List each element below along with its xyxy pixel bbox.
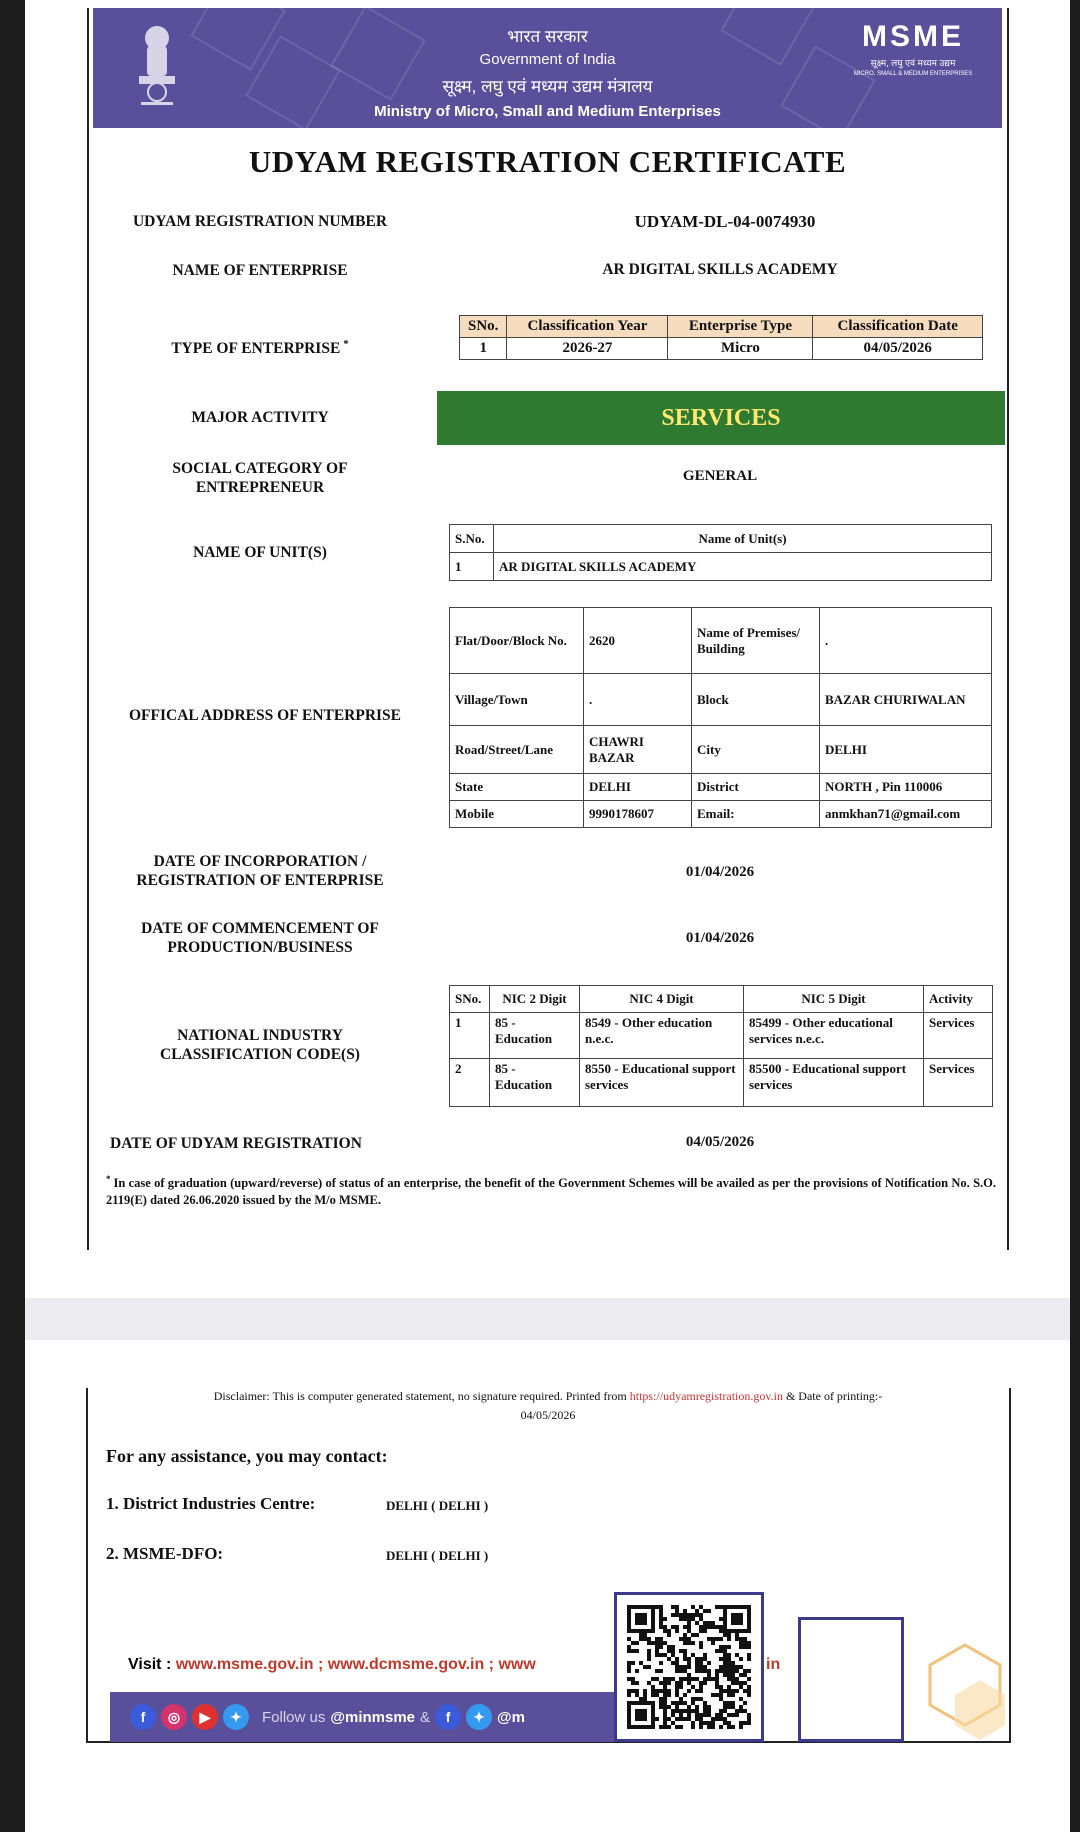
table-cell: 1 bbox=[450, 553, 494, 581]
page-border-left bbox=[87, 8, 89, 1250]
header-country: Government of India bbox=[479, 51, 616, 68]
qr-code-icon bbox=[627, 1605, 751, 1729]
table-cell: 85 - Education bbox=[490, 1013, 580, 1059]
incorporation-label bbox=[110, 852, 410, 890]
facebook-icon[interactable]: f bbox=[130, 1704, 156, 1730]
table-cell: 2620 bbox=[584, 608, 692, 674]
twitter-icon[interactable]: ✦ bbox=[223, 1704, 249, 1730]
incorporation-label-line2: REGISTRATION OF ENTERPRISE bbox=[136, 872, 384, 889]
table-header-cell: S.No. bbox=[450, 525, 494, 553]
table-header-cell: Name of Unit(s) bbox=[494, 525, 992, 553]
nic-table bbox=[449, 985, 993, 1107]
contact-heading: For any assistance, you may contact: bbox=[106, 1446, 388, 1466]
table-cell: Block bbox=[692, 674, 820, 726]
dfo-label: 2. MSME-DFO: bbox=[106, 1544, 224, 1563]
commencement-label bbox=[110, 919, 410, 957]
table-cell: 85 - Education bbox=[490, 1059, 580, 1107]
table-cell: DELHI bbox=[820, 726, 992, 774]
table-row bbox=[450, 608, 992, 674]
government-header bbox=[93, 8, 1002, 128]
table-header-cell: SNo. bbox=[460, 316, 507, 338]
social-category-label-line1: SOCIAL CATEGORY OF bbox=[172, 460, 348, 477]
follow-handle-2: @m bbox=[497, 1708, 525, 1726]
table-cell: Road/Street/Lane bbox=[450, 726, 584, 774]
table-row bbox=[450, 801, 992, 828]
msme-logo-text: MSME bbox=[862, 20, 964, 53]
enterprise-name-value: AR DIGITAL SKILLS ACADEMY bbox=[602, 261, 838, 278]
table-cell: Services bbox=[924, 1013, 993, 1059]
footnote-star: * bbox=[106, 1174, 111, 1184]
table-row bbox=[450, 726, 992, 774]
incorporation-label-line1: DATE OF INCORPORATION / bbox=[153, 853, 367, 870]
table-cell: 1 bbox=[450, 1013, 490, 1059]
photo-box bbox=[798, 1617, 904, 1742]
table-header-cell: Activity bbox=[924, 986, 993, 1013]
table-header-cell: Enterprise Type bbox=[668, 316, 813, 338]
enterprise-type-label bbox=[150, 335, 370, 358]
table-row bbox=[450, 774, 992, 801]
address-label: OFFICAL ADDRESS OF ENTERPRISE bbox=[128, 707, 402, 724]
nic-label-line1: NATIONAL INDUSTRY bbox=[177, 1027, 343, 1044]
table-row bbox=[450, 1059, 993, 1107]
table-cell: 9990178607 bbox=[584, 801, 692, 828]
table-cell: Email: bbox=[692, 801, 820, 828]
units-table bbox=[449, 524, 992, 581]
table-cell: BAZAR CHURIWALAN bbox=[820, 674, 992, 726]
table-header-cell: Classification Date bbox=[813, 316, 983, 338]
table-row bbox=[450, 986, 993, 1013]
social-category-label bbox=[140, 459, 380, 497]
table-cell: 2 bbox=[450, 1059, 490, 1107]
table-cell: . bbox=[584, 674, 692, 726]
table-row bbox=[460, 338, 983, 360]
msme-logo-sub: MICRO, SMALL & MEDIUM ENTERPRISES bbox=[853, 71, 973, 77]
hexagon-decoration-icon bbox=[920, 1640, 1010, 1740]
visit-tail: in bbox=[766, 1656, 781, 1673]
table-cell: 04/05/2026 bbox=[813, 338, 983, 360]
disclaimer-link[interactable]: https://udyamregistration.gov.in bbox=[629, 1389, 783, 1403]
table-cell: Services bbox=[924, 1059, 993, 1107]
header-hindi-ministry: सूक्ष्म, लघु एवं मध्यम उद्यम मंत्रालय bbox=[442, 77, 653, 96]
commencement-label-line1: DATE OF COMMENCEMENT OF bbox=[141, 920, 379, 937]
certificate-title: UDYAM REGISTRATION CERTIFICATE bbox=[248, 144, 847, 179]
table-cell: NORTH , Pin 110006 bbox=[820, 774, 992, 801]
dic-value: DELHI ( DELHI ) bbox=[386, 1498, 489, 1513]
disclaimer-text: Disclaimer: This is computer generated statement, no signature required. Printed from bbox=[213, 1389, 627, 1403]
enterprise-type-label-text: TYPE OF ENTERPRISE bbox=[171, 340, 341, 358]
table-cell: City bbox=[692, 726, 820, 774]
disclaimer-tail: & Date of printing:- bbox=[785, 1389, 883, 1403]
commencement-label-line2: PRODUCTION/BUSINESS bbox=[167, 939, 353, 956]
table-cell: 85500 - Educational support services bbox=[744, 1059, 924, 1107]
follow-handle: @minmsme bbox=[330, 1708, 416, 1726]
nic-label-line2: CLASSIFICATION CODE(S) bbox=[160, 1046, 360, 1063]
table-cell: Micro bbox=[668, 338, 813, 360]
header-ministry: Ministry of Micro, Small and Medium Enterprises bbox=[374, 103, 721, 120]
social-category-label-line2: ENTREPRENEUR bbox=[195, 479, 325, 496]
udyam-date-label: DATE OF UDYAM REGISTRATION bbox=[110, 1135, 362, 1152]
table-row bbox=[450, 1013, 993, 1059]
table-row bbox=[450, 674, 992, 726]
table-cell: AR DIGITAL SKILLS ACADEMY bbox=[494, 553, 992, 581]
incorporation-date: 01/04/2026 bbox=[685, 864, 755, 880]
header-hindi-country: भारत सरकार bbox=[507, 27, 588, 46]
table-row bbox=[450, 525, 992, 553]
table-cell: CHAWRI BAZAR bbox=[584, 726, 692, 774]
table-header-cell: NIC 4 Digit bbox=[580, 986, 744, 1013]
enterprise-type-star: * bbox=[343, 338, 349, 350]
table-cell: Village/Town bbox=[450, 674, 584, 726]
youtube-icon[interactable]: ▶ bbox=[192, 1704, 218, 1730]
footnote bbox=[106, 1171, 996, 1209]
instagram-icon[interactable]: ◎ bbox=[161, 1704, 187, 1730]
table-cell: 2026-27 bbox=[507, 338, 668, 360]
visit-label: Visit : bbox=[128, 1656, 172, 1673]
table-cell: DELHI bbox=[584, 774, 692, 801]
dfo-value: DELHI ( DELHI ) bbox=[386, 1548, 489, 1563]
table-cell: 1 bbox=[460, 338, 507, 360]
enterprise-name-label: NAME OF ENTERPRISE bbox=[172, 262, 348, 279]
reg-number-value: UDYAM-DL-04-0074930 bbox=[634, 212, 816, 231]
disclaimer bbox=[108, 1387, 988, 1425]
table-cell: Flat/Door/Block No. bbox=[450, 608, 584, 674]
facebook-icon-2[interactable]: f bbox=[435, 1704, 461, 1730]
reg-number-label: UDYAM REGISTRATION NUMBER bbox=[132, 213, 388, 230]
social-bar bbox=[110, 1692, 630, 1742]
qr-code bbox=[614, 1592, 764, 1742]
commencement-date: 01/04/2026 bbox=[685, 930, 755, 946]
major-activity-label: MAJOR ACTIVITY bbox=[191, 409, 329, 426]
table-row bbox=[450, 553, 992, 581]
address-table bbox=[449, 607, 992, 828]
visit-links bbox=[128, 1656, 616, 1674]
table-cell: 8549 - Other education n.e.c. bbox=[580, 1013, 744, 1059]
table-cell: anmkhan71@gmail.com bbox=[820, 801, 992, 828]
table-cell: . bbox=[820, 608, 992, 674]
msme-logo bbox=[838, 22, 988, 77]
table-header-cell: NIC 5 Digit bbox=[744, 986, 924, 1013]
table-cell: District bbox=[692, 774, 820, 801]
nic-label bbox=[130, 1026, 390, 1064]
dic-label: 1. District Industries Centre: bbox=[106, 1494, 316, 1513]
print-date: 04/05/2026 bbox=[520, 1408, 576, 1422]
table-cell: 85499 - Other educational services n.e.c. bbox=[744, 1013, 924, 1059]
twitter-icon-2[interactable]: ✦ bbox=[466, 1704, 492, 1730]
enterprise-type-table bbox=[459, 315, 983, 360]
social-category-value: GENERAL bbox=[682, 468, 758, 484]
visit-sites[interactable]: www.msme.gov.in ; www.dcmsme.gov.in ; www bbox=[175, 1656, 536, 1673]
table-header-cell: NIC 2 Digit bbox=[490, 986, 580, 1013]
udyam-date-value: 04/05/2026 bbox=[685, 1134, 755, 1150]
page-separator bbox=[25, 1298, 1070, 1340]
table-header-cell: Classification Year bbox=[507, 316, 668, 338]
follow-text: Follow us bbox=[262, 1708, 326, 1726]
major-activity-value: SERVICES bbox=[437, 391, 1005, 445]
table-header-cell: SNo. bbox=[450, 986, 490, 1013]
table-row bbox=[460, 316, 983, 338]
follow-amp: & bbox=[420, 1708, 431, 1726]
table-cell: State bbox=[450, 774, 584, 801]
table-cell: 8550 - Educational support services bbox=[580, 1059, 744, 1107]
msme-logo-hindi: सूक्ष्म, लघु एवं मध्यम उद्यम bbox=[870, 58, 956, 68]
units-label: NAME OF UNIT(S) bbox=[193, 544, 327, 561]
footnote-text: In case of graduation (upward/reverse) of status of an enterprise, the benefit of the Government Schemes will be availed as per the provisions of Notification No. S.O. 2119(E) dated 26.06.2020 issued by the M/o MSME. bbox=[106, 1176, 996, 1208]
table-cell: Name of Premises/ Building bbox=[692, 608, 820, 674]
table-cell: Mobile bbox=[450, 801, 584, 828]
page-border-right bbox=[1007, 8, 1009, 1250]
